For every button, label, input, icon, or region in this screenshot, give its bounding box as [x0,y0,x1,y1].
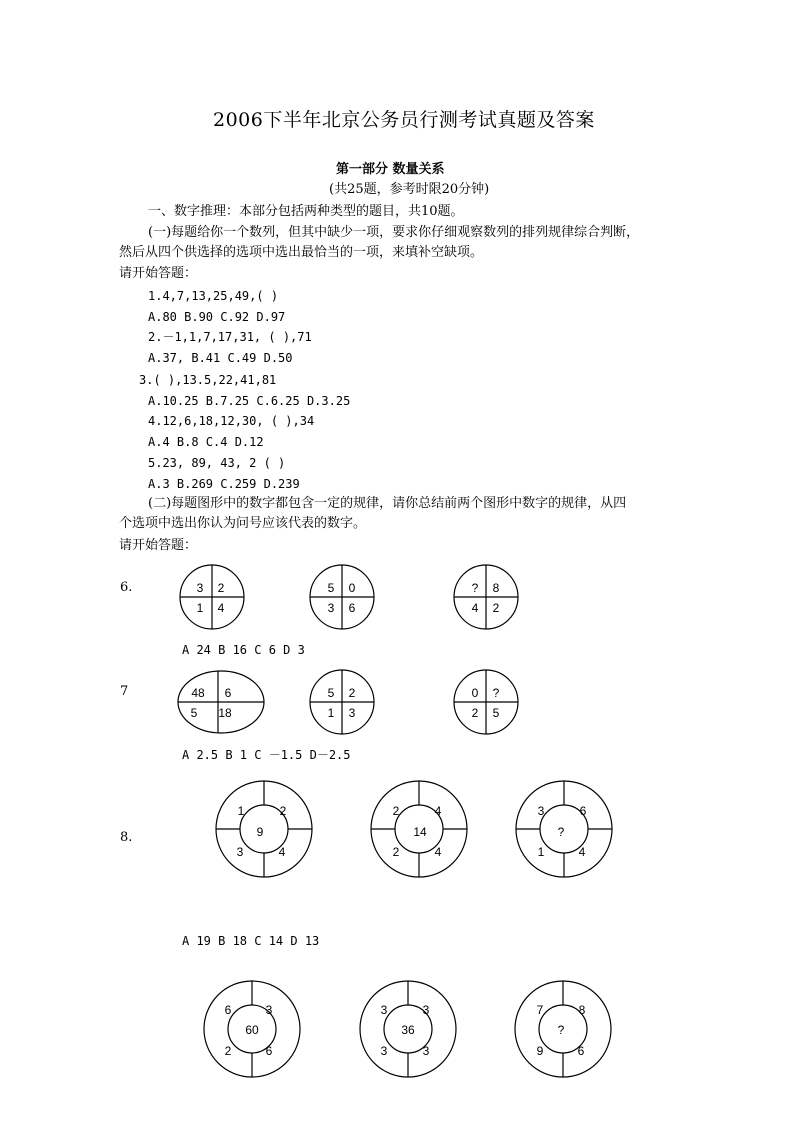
q9-figure-1 [204,981,300,1077]
cell-value: 3 [380,1044,388,1058]
cell-value: 6 [579,804,587,818]
cell-value: 5 [327,686,335,700]
cell-value: 3 [236,845,244,859]
center-value: ? [557,1023,565,1037]
cell-value: 0 [348,581,356,595]
cell-value: 18 [218,706,232,720]
cell-value: 2 [217,581,225,595]
cell-value: 4 [278,845,286,859]
cell-value: 4 [217,601,225,615]
cell-value: 6 [348,601,356,615]
q9-figure-2 [360,981,456,1077]
cell-value: 2 [348,686,356,700]
question-options: A.80 B.90 C.92 D.97 [148,310,286,324]
section-note: (共25题，参考时限20分钟) [329,182,490,197]
cell-value: 2 [279,804,287,818]
question-options: A 2.5 B 1 C －1.5 D－2.5 [182,748,351,762]
center-value: 36 [401,1023,415,1037]
cell-value: 1 [237,804,245,818]
part1-intro: 一、数字推理：本部分包括两种类型的题目，共10题。 [148,204,464,219]
cell-value: 4 [434,845,442,859]
cell-value: 6 [224,1003,232,1017]
cell-value: 1 [327,706,335,720]
q6-figure-1 [180,565,244,629]
cell-value: 6 [265,1044,273,1058]
cell-value: ? [492,686,500,700]
cell-value: 3 [380,1003,388,1017]
cell-value: 5 [492,706,500,720]
start-prompt: 请开始答题： [119,538,198,553]
question-label: 8. [120,830,133,845]
question-stem: 3.( ),13.5,22,41,81 [139,373,277,387]
type1-instruction-line2: 然后从四个供选择的选项中选出最恰当的一项，来填补空缺项。 [119,245,484,260]
cell-value: 2 [492,601,500,615]
question-options: A 19 B 18 C 14 D 13 [182,934,320,948]
cell-value: 1 [196,601,204,615]
cell-value: 48 [191,686,205,700]
cell-value: 3 [265,1003,273,1017]
question-label: 7 [120,684,129,699]
question-options: A 24 B 16 C 6 D 3 [182,643,305,657]
start-prompt: 请开始答题： [119,266,198,281]
cell-value: 0 [471,686,479,700]
type2-instruction-line1: (二)每题图形中的数字都包含一定的规律，请你总结前两个图形中数字的规律，从四 [148,496,627,511]
cell-value: 3 [348,706,356,720]
cell-value: 3 [327,601,335,615]
page-title: 2006下半年北京公务员行测考试真题及答案 [213,109,595,131]
type1-instruction-line1: (一)每题给你一个数列，但其中缺少一项，要求你仔细观察数列的排列规律综合判断， [148,225,640,240]
cell-value: 8 [492,581,500,595]
cell-value: 3 [422,1003,430,1017]
cell-value: 9 [536,1044,544,1058]
question-options: A.4 B.8 C.4 D.12 [148,435,264,449]
cell-value: 2 [392,845,400,859]
q6-figure-2 [310,565,374,629]
center-value: ? [557,825,565,839]
question-options: A.37, B.41 C.49 D.50 [148,351,293,365]
cell-value: 5 [327,581,335,595]
cell-value: 3 [422,1044,430,1058]
q7-figure-2 [310,670,374,734]
cell-value: 2 [471,706,479,720]
q8-figure-1 [216,781,312,877]
question-options: A.3 B.269 C.259 D.239 [148,477,300,491]
cell-value: 7 [536,1003,544,1017]
q7-figure-1 [178,671,264,733]
cell-value: 2 [392,804,400,818]
cell-value: 4 [578,845,586,859]
q8-figure-2 [371,781,467,877]
cell-value: 8 [578,1003,586,1017]
question-options: A.10.25 B.7.25 C.6.25 D.3.25 [148,394,351,408]
section-heading: 第一部分 数量关系 [336,162,445,177]
question-stem: 5.23, 89, 43, 2 ( ) [148,456,286,470]
q7-figure-3 [454,670,518,734]
cell-value: 2 [224,1044,232,1058]
q8-figure-3 [516,781,612,877]
question-stem: 1.4,7,13,25,49,( ) [148,289,279,303]
cell-value: 6 [577,1044,585,1058]
cell-value: 1 [537,845,545,859]
question-stem: 2.－1,1,7,17,31, ( ),71 [148,330,312,344]
cell-value: 3 [196,581,204,595]
cell-value: ? [471,581,479,595]
cell-value: 4 [471,601,479,615]
cell-value: 3 [537,804,545,818]
center-value: 60 [245,1023,259,1037]
center-value: 14 [413,825,427,839]
center-value: 9 [256,825,264,839]
cell-value: 5 [190,706,198,720]
cell-value: 6 [224,686,232,700]
q6-figure-3 [454,565,518,629]
question-label: 6. [120,580,133,595]
q9-figure-3 [515,981,611,1077]
type2-instruction-line2: 个选项中选出你认为问号应该代表的数字。 [119,516,367,531]
cell-value: 4 [434,804,442,818]
question-stem: 4.12,6,18,12,30, ( ),34 [148,414,315,428]
